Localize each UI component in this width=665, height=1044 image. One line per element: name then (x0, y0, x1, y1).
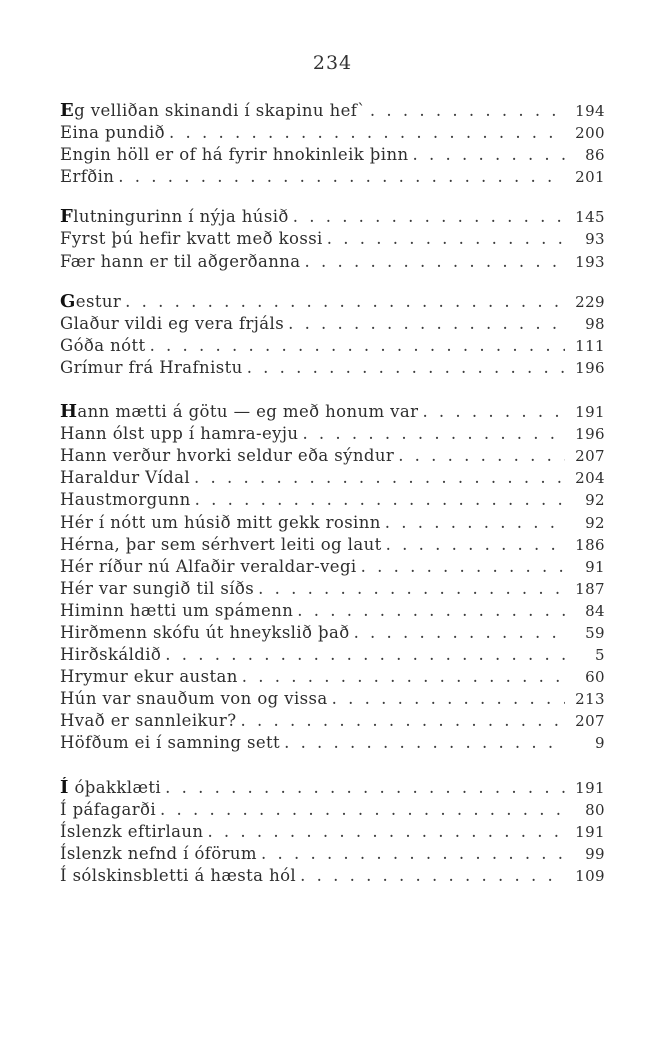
index-entry (60, 666, 605, 688)
entry-title: Í páfagarði (60, 799, 157, 819)
entry-page-number: 60 (585, 668, 605, 687)
entry-page-number: 98 (585, 314, 605, 333)
entry-page-number: 86 (585, 146, 605, 165)
entry-title: Í sólskinsbletti á hæsta hól (60, 865, 297, 885)
dot-leader (288, 313, 565, 335)
entry-title: Góða nótt (60, 335, 146, 355)
entry-page-number: 193 (575, 252, 605, 271)
entry-page-number: 84 (585, 601, 605, 620)
dot-leader (165, 777, 565, 799)
entry-title: Í óþakklæti (60, 776, 162, 798)
entry-page-number: 191 (575, 403, 605, 422)
dot-leader (361, 556, 565, 578)
entry-page-number: 59 (585, 623, 605, 642)
index-entry (60, 166, 605, 188)
index-entry (60, 423, 605, 445)
entry-title: Hann mætti á götu — eg með honum var (60, 401, 419, 423)
entry-page-number: 186 (575, 535, 605, 554)
entry-page-number: 145 (575, 208, 605, 227)
entry-page-number: 194 (575, 102, 605, 120)
dot-leader (302, 423, 565, 445)
index-entry (60, 122, 605, 144)
entry-title: Fær hann er til aðgerðanna (60, 251, 301, 271)
entry-page-number: 99 (585, 844, 605, 863)
entry-title: Himinn hætti um spámenn (60, 600, 294, 620)
entry-page-number: 187 (575, 579, 605, 598)
dot-leader (125, 291, 565, 313)
index-entry (60, 821, 605, 843)
index-group (60, 401, 605, 755)
entry-title: Hún var snauðum von og vissa (60, 689, 328, 709)
entry-title: Eg velliðan skinandi í skapinu hef` (60, 100, 366, 121)
entry-page-number: 201 (575, 168, 605, 187)
index-entry (60, 710, 605, 732)
index-entry (60, 206, 605, 228)
entry-page-number: 191 (575, 778, 605, 797)
index-entry (60, 534, 605, 556)
dot-leader (195, 489, 565, 511)
page-number: 234 (312, 52, 353, 74)
index-entry (60, 622, 605, 644)
entry-page-number: 196 (575, 358, 605, 377)
entry-title: Gestur (60, 290, 122, 312)
dot-leader (422, 401, 565, 423)
dot-leader (305, 251, 565, 273)
index-entry (60, 556, 605, 578)
dot-leader (160, 799, 565, 821)
index-entry (60, 578, 605, 600)
entry-page-number: 207 (575, 447, 605, 466)
dot-leader (169, 122, 565, 144)
dot-leader (207, 821, 565, 843)
index-entry (60, 489, 605, 511)
entry-title: Hann verður hvorki seldur eða sýndur (60, 446, 395, 466)
index-list (60, 100, 605, 910)
dot-leader (327, 228, 565, 250)
entry-title: Íslenzk nefnd í óförum (60, 843, 257, 863)
entry-page-number: 80 (585, 800, 605, 819)
index-group (60, 291, 605, 379)
entry-title: Hirðskáldið (60, 645, 162, 665)
index-entry (60, 335, 605, 357)
entry-title: Fyrst þú hefir kvatt með kossi (60, 229, 323, 249)
index-entry (60, 100, 605, 122)
entry-page-number: 200 (575, 124, 605, 143)
dot-leader (261, 843, 565, 865)
dot-leader (385, 512, 565, 534)
entry-title: Hrymur ekur austan (60, 667, 238, 687)
entry-page-number: 213 (575, 690, 605, 709)
index-entry (60, 688, 605, 710)
dot-leader (247, 357, 565, 379)
entry-title: Grímur frá Hrafnistu (60, 357, 243, 377)
entry-page-number: 109 (575, 866, 605, 885)
index-entry (60, 843, 605, 865)
dot-leader (398, 445, 565, 467)
index-entry (60, 445, 605, 467)
index-entry (60, 600, 605, 622)
dot-leader (413, 144, 565, 166)
index-entry (60, 401, 605, 423)
dot-leader (258, 578, 565, 600)
dot-leader (370, 100, 565, 122)
entry-title: Hérna, þar sem sérhvert leiti og laut (60, 534, 382, 554)
dot-leader (118, 166, 565, 188)
entry-page-number: 207 (575, 712, 605, 731)
dot-leader (284, 732, 565, 754)
index-entry (60, 251, 605, 273)
entry-page-number: 229 (575, 292, 605, 311)
entry-title: Erfðin (60, 167, 115, 187)
entry-page-number: 92 (585, 513, 605, 532)
entry-page-number: 204 (575, 469, 605, 488)
dot-leader (332, 688, 565, 710)
index-entry (60, 865, 605, 887)
index-group (60, 206, 605, 272)
entry-title: Íslenzk eftirlaun (60, 821, 204, 841)
index-group (60, 100, 605, 188)
entry-title: Höfðum ei í samning sett (60, 733, 281, 753)
index-entry (60, 644, 605, 666)
entry-page-number: 5 (595, 646, 605, 665)
index-entry (60, 144, 605, 166)
index-group (60, 777, 605, 887)
index-entry (60, 228, 605, 250)
dot-leader (386, 534, 565, 556)
dot-leader (150, 335, 565, 357)
entry-title: Hér var sungið til síðs (60, 578, 255, 598)
entry-title: Glaður vildi eg vera frjáls (60, 313, 285, 333)
entry-title: Hér ríður nú Alfaðir veraldar-vegi (60, 556, 357, 576)
entry-title: Hvað er sannleikur? (60, 711, 237, 731)
dot-leader (242, 666, 565, 688)
dot-leader (240, 710, 565, 732)
entry-page-number: 9 (595, 734, 605, 753)
entry-title: Hann ólst upp í hamra-eyju (60, 424, 299, 444)
entry-title: Eina pundið (60, 123, 166, 143)
dot-leader (300, 865, 565, 887)
entry-title: Hér í nótt um húsið mitt gekk rosinn (60, 512, 381, 532)
dot-leader (354, 622, 565, 644)
entry-page-number: 196 (575, 425, 605, 444)
entry-page-number: 111 (575, 336, 605, 355)
index-entry (60, 799, 605, 821)
index-entry (60, 313, 605, 335)
entry-title: Flutningurinn í nýja húsið (60, 206, 289, 228)
index-entry (60, 777, 605, 799)
entry-title: Hirðmenn skófu út hneykslið það (60, 622, 350, 642)
dot-leader (297, 600, 565, 622)
entry-page-number: 92 (585, 491, 605, 510)
index-entry (60, 291, 605, 313)
entry-page-number: 191 (575, 822, 605, 841)
dot-leader (293, 206, 565, 228)
index-entry (60, 512, 605, 534)
index-entry (60, 732, 605, 754)
entry-title: Engin höll er of há fyrir hnokinleik þinn (60, 145, 409, 165)
entry-page-number: 93 (585, 230, 605, 249)
dot-leader (194, 467, 565, 489)
entry-page-number: 91 (585, 557, 605, 576)
entry-title: Haraldur Vídal (60, 468, 191, 488)
index-entry (60, 467, 605, 489)
dot-leader (165, 644, 565, 666)
entry-title: Haustmorgunn (60, 490, 191, 510)
index-entry (60, 357, 605, 379)
